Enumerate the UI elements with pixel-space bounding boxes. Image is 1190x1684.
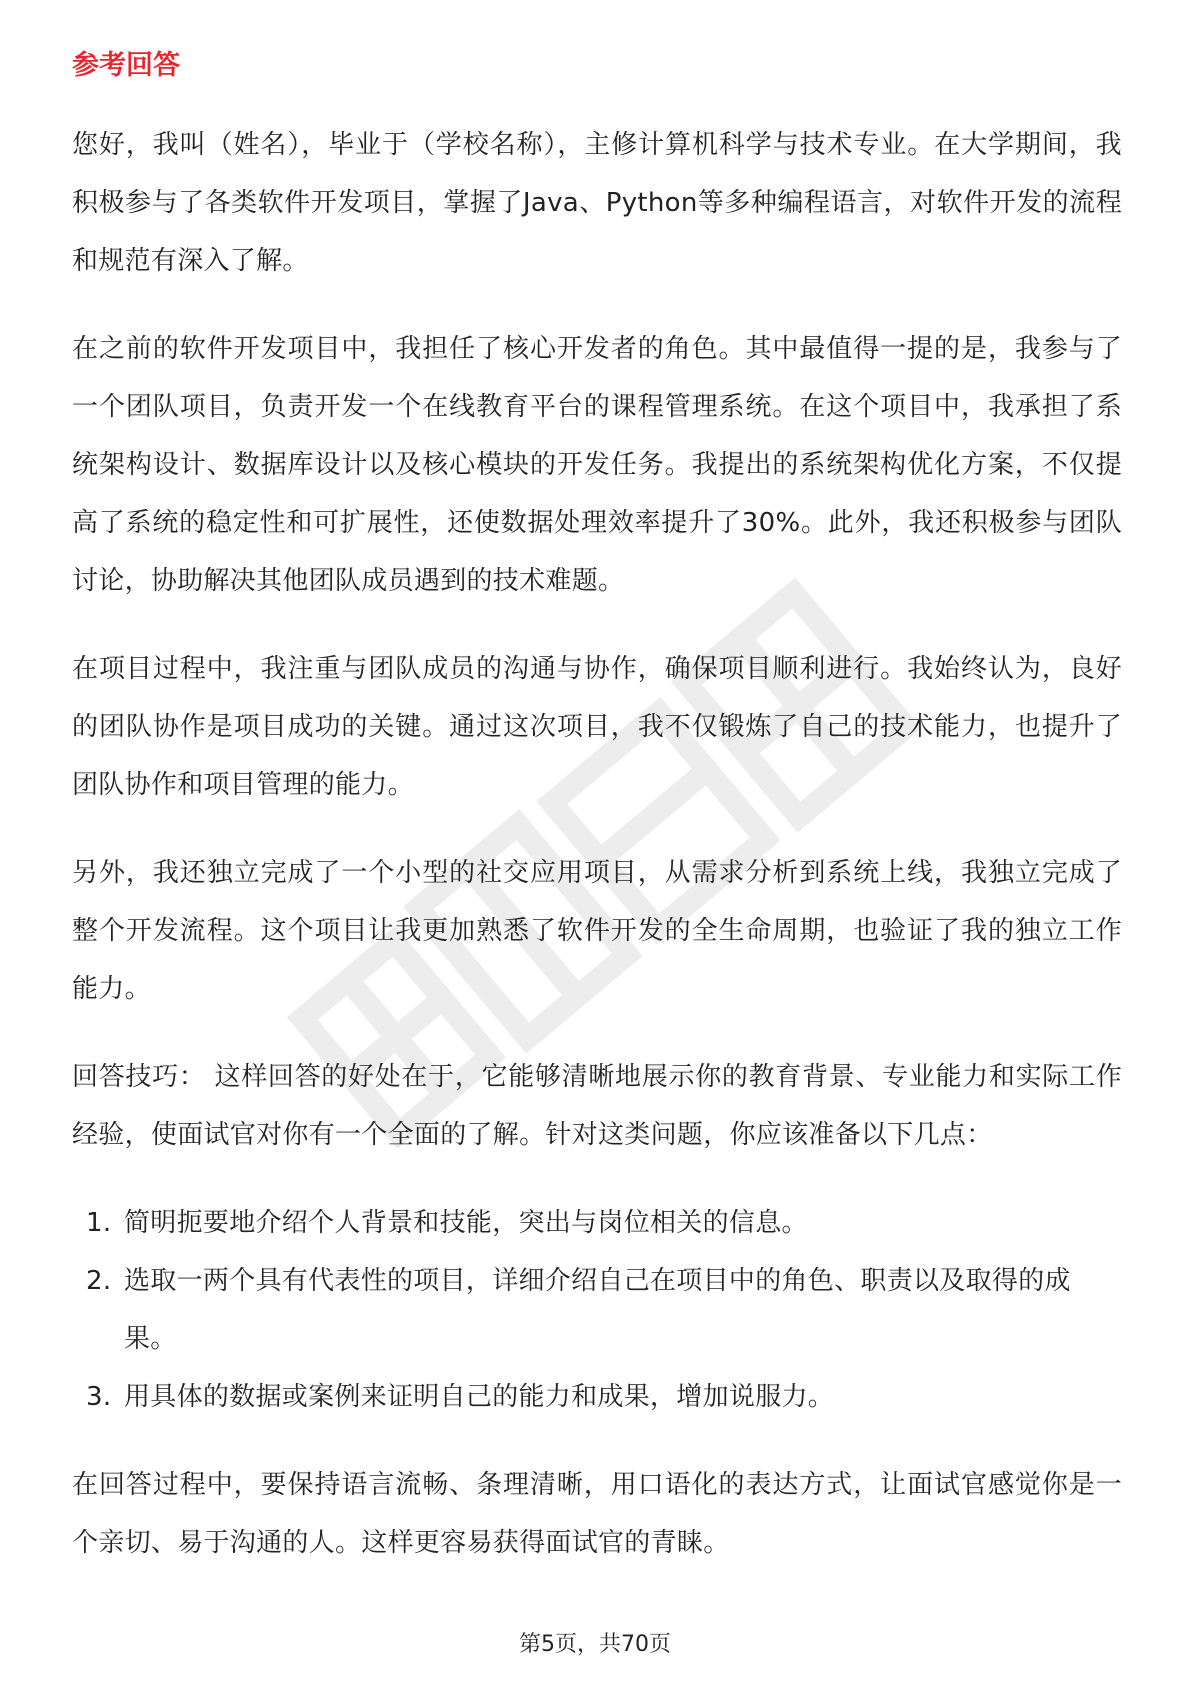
- answer-paragraph-teamwork: 在项目过程中，我注重与团队成员的沟通与协作，确保项目顺利进行。我始终认为，良好的团队协作是项目成功的关键。通过这次项目，我不仅锻炼了自己的技术能力，也提升了团队协作和项目管理的能力。: [72, 654, 1122, 800]
- list-item: [72, 1252, 1122, 1368]
- list-item: [72, 1368, 1122, 1426]
- answer-paragraph-project: 在之前的软件开发项目中，我担任了核心开发者的角色。其中最值得一提的是，我参与了一个团队项目，负责开发一个在线教育平台的课程管理系统。在这个项目中，我承担了系统架构设计、数据库设计以及核心模块的开发任务。我提出的系统架构优化方案，不仅提高了系统的稳定性和可扩展性，还使数据处理效率提升了30%。此外，我还积极参与团队讨论，协助解决其他团队成员遇到的技术难题。: [72, 334, 1122, 596]
- closing-paragraph: 在回答过程中，要保持语言流畅、条理清晰，用口语化的表达方式，让面试官感觉你是一个亲切、易于沟通的人。这样更容易获得面试官的青睐。: [72, 1470, 1122, 1558]
- list-item-number: 1.: [86, 1208, 112, 1238]
- list-item-text: 选取一两个具有代表性的项目，详细介绍自己在项目中的角色、职责以及取得的成果。: [124, 1266, 1071, 1354]
- list-item-number: 2.: [86, 1266, 112, 1296]
- section-title: 参考回答: [72, 50, 180, 81]
- answer-paragraph-independent: 另外，我还独立完成了一个小型的社交应用项目，从需求分析到系统上线，我独立完成了整个开发流程。这个项目让我更加熟悉了软件开发的全生命周期，也验证了我的独立工作能力。: [72, 858, 1122, 1004]
- answer-tips-paragraph: 回答技巧： 这样回答的好处在于，它能够清晰地展示你的教育背景、专业能力和实际工作经验，使面试官对你有一个全面的了解。针对这类问题，你应该准备以下几点：: [72, 1062, 1122, 1150]
- list-item: [72, 1194, 1122, 1252]
- page-number: 第5页，共70页: [519, 1632, 671, 1657]
- list-item-text: 用具体的数据或案例来证明自己的能力和成果，增加说服力。: [124, 1382, 835, 1412]
- list-item-text: 简明扼要地介绍个人背景和技能，突出与岗位相关的信息。: [124, 1208, 808, 1238]
- list-item-number: 3.: [86, 1382, 112, 1412]
- answer-paragraph-intro: 您好，我叫（姓名），毕业于（学校名称），主修计算机科学与技术专业。在大学期间，我积极参与了各类软件开发项目，掌握了Java、Python等多种编程语言，对软件开发的流程和规范有深入了解。: [72, 130, 1122, 276]
- document-body: [72, 46, 1122, 1602]
- tips-list: [72, 1194, 1122, 1426]
